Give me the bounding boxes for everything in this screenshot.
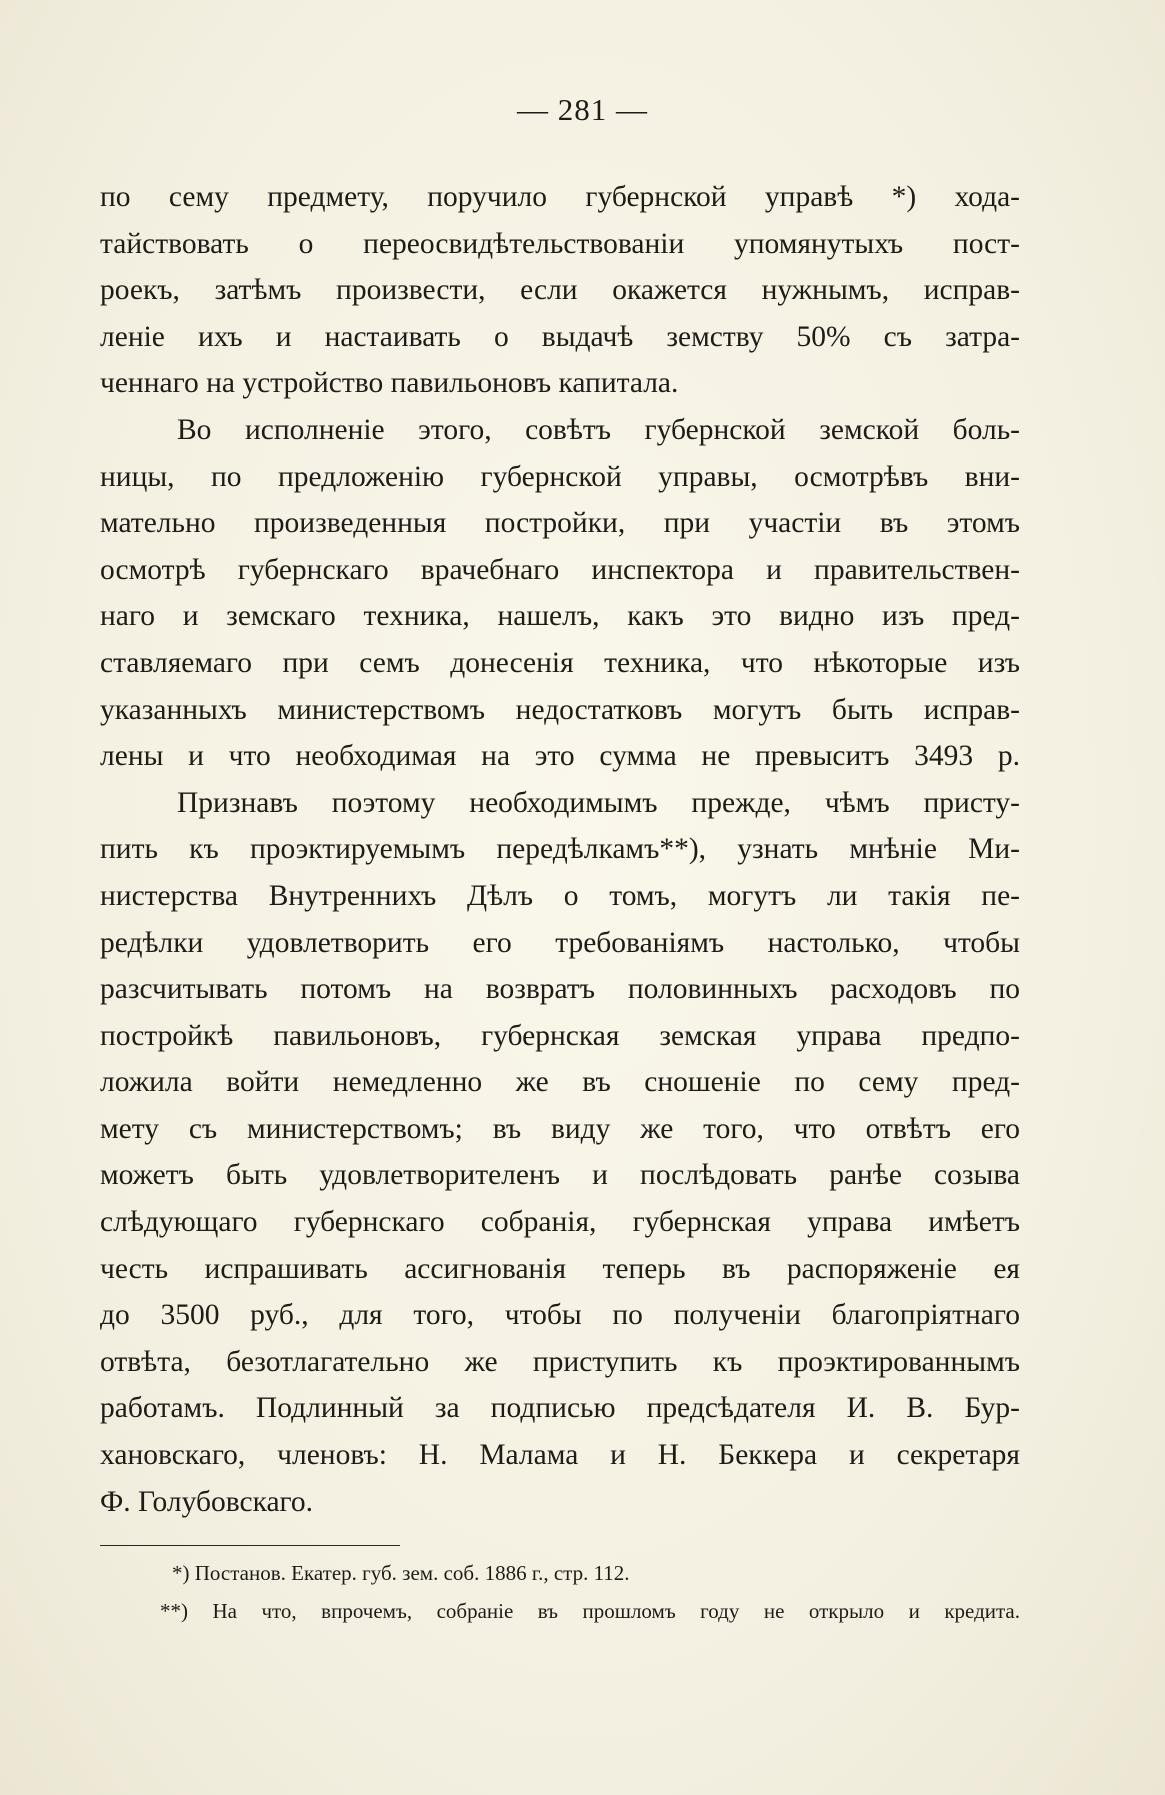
text-line: ложила войти немедленно же въ сношеніе по сему пред-	[100, 1066, 1020, 1099]
text-line: работамъ. Подлинный за подписью предсѣдателя И. В. Бур-	[100, 1392, 1020, 1425]
text-line: ставляемаго при семъ донесенія техника, что нѣкоторые изъ	[100, 646, 1020, 679]
text-line: мательно произведенныя постройки, при участіи въ этомъ	[100, 507, 1020, 540]
text-line: редѣлки удовлетворить его требованіямъ настолько, чтобы	[100, 926, 1020, 959]
text-line: хановскаго, членовъ: Н. Малама и Н. Беккера и секретаря	[100, 1439, 1020, 1472]
text-line: можетъ быть удовлетворителенъ и послѣдовать ранѣе созыва	[100, 1159, 1020, 1192]
text-line: до 3500 руб., для того, чтобы по полученіи благопріятнаго	[100, 1299, 1020, 1332]
footnote: *) Постанов. Екатер. губ. зем. соб. 1886 г., стр. 112.	[172, 1561, 630, 1585]
text-line: мету съ министерствомъ; въ виду же того, что отвѣтъ его	[100, 1112, 1020, 1145]
text-line: указанныхъ министерствомъ недостатковъ могутъ быть исправ-	[100, 693, 1020, 726]
text-line: ницы, по предложенію губернской управы, осмотрѣвъ вни-	[100, 460, 1020, 493]
text-line: Ф. Голубовскаго.	[100, 1485, 314, 1518]
paragraph-start-line: Признавъ поэтому необходимымъ прежде, чѣмъ присту-	[177, 786, 1020, 819]
page-number: — 281 —	[517, 92, 648, 127]
text-line: леніе ихъ и настаивать о выдачѣ земству 50% съ затра-	[100, 320, 1020, 353]
footnotes	[100, 1554, 1020, 1630]
text-line: постройкѣ павильоновъ, губернская земская управа предпо-	[100, 1019, 1020, 1052]
text-line: по сему предмету, поручило губернской управѣ *) хода-	[100, 181, 1020, 213]
text-line: роекъ, затѣмъ произвести, если окажется нужнымъ, исправ-	[100, 274, 1020, 307]
footnote: **) На что, впрочемъ, собраніе въ прошломъ году не открыло и кредита.	[160, 1599, 1020, 1623]
text-line: осмотрѣ губернскаго врачебнаго инспектора и правительствен-	[100, 553, 1020, 586]
text-line: ченнаго на устройство павильоновъ капитала.	[100, 367, 679, 400]
text-line: отвѣта, безотлагательно же приступить къ проэктированнымъ	[100, 1345, 1020, 1378]
text-line: разсчитывать потомъ на возвратъ половинныхъ расходовъ по	[100, 973, 1020, 1006]
text-line: тайствовать о переосвидѣтельствованіи упомянутыхъ пост-	[100, 227, 1020, 260]
text-line: лены и что необходимая на это сумма не превыситъ 3493 р.	[100, 740, 1020, 773]
text-line: честь испрашивать ассигнованія теперь въ распоряженіе ея	[100, 1252, 1020, 1285]
text-line: нистерства Внутреннихъ Дѣлъ о томъ, могутъ ли такія пе-	[100, 879, 1020, 912]
text-line: пить къ проэктируемымъ передѣлкамъ**), узнать мнѣніе Ми-	[100, 833, 1020, 866]
footnote-divider	[100, 1545, 400, 1546]
text-line: слѣдующаго губернскаго собранія, губернская управа имѣетъ	[100, 1206, 1020, 1239]
text-line: наго и земскаго техника, нашелъ, какъ это видно изъ пред-	[100, 600, 1020, 633]
paragraph-start-line: Во исполненіе этого, совѣтъ губернской земской боль-	[177, 413, 1020, 446]
main-text	[100, 174, 1020, 1525]
